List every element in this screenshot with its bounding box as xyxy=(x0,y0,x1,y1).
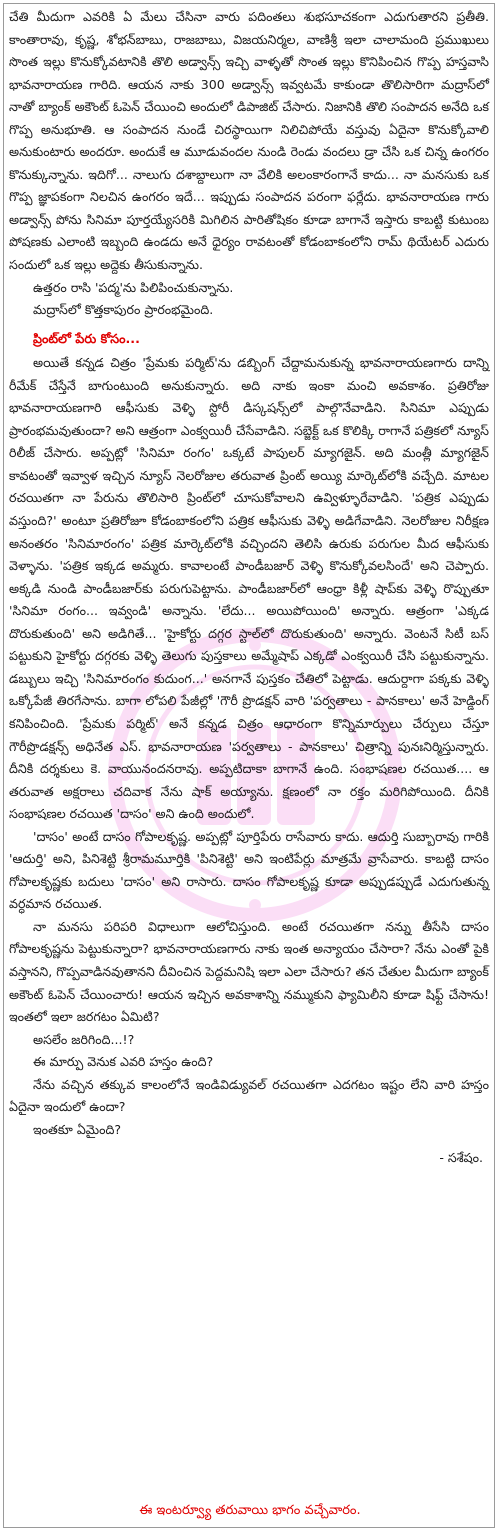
article-body xyxy=(9,6,489,1170)
next-week-note: ఈ ఇంటర్వ్యూ తరువాయి భాగం వచ్చేవారం. xyxy=(139,1503,361,1518)
article-paragraph: ఈ మార్పు వెనుక ఎవరి హస్తం ఉంది? xyxy=(33,1054,214,1070)
article-paragraph: ఇంతకూ ఏమైంది? xyxy=(33,1121,122,1137)
article-paragraph: చేతి మీదుగా ఎవరికి ఏ మేలు చేసినా వారు పదింతలు శుభసూచకంగా ఎదుగుతారని ప్రతీతి. కాంతారావు, కృష్ణ, శోభన్‌బాబు, రాజబాబు, విజయనిర్మల, వాణిశ్రీ ఇలా చాలామంది ప్రముఖులు సొంత ఇల్లు కొనుక్కోవటానికి తొలి అడ్వాన్స్ ఇచ్చి వాళ్ళతో సొంత ఇల్లు కొనిపించిన గొప్ప హస్తవాసి భావనారాయణ గారిది. ఆయన నాకు 300 అడ్వాన్స్ ఇవ్వటమే కాకుండా తొలిసారిగా మద్రాస్‌లో నాతో బ్యాంక్ అకౌంట్ ఓపెన్ చేయించి అందులో డిపాజిట్ చేసారు. నిజానికి తొలి సంపాదన అనేది ఒక గొప్ప అనుభూతి. ఆ సంపాదన నుండే చిరస్థాయిగా నిలిచిపోయే వస్తువు ఏదైనా కొనుక్కోవాలి అనుకుంటారు అందరూ. అందుకే ఆ మూడువందల నుండి రెండు వందలు డ్రా చేసి ఒక చిన్న ఉంగరం కొనుక్కున్నాను. ఇదిగో... నాలుగు దశాబ్దాలుగా నా వేలికి అలంకారంగానే కాదు... నా మనసుకు ఒక గొప్ప జ్ఞాపకంగా నిలచిన ఉంగరం ఇదే... ఇప్పుడు సంపాదన పరంగా ఫర్లేదు. భావనారాయణ గారు అడ్వాన్స్ పోను సినిమా పూర్తయ్యేసరికి మిగిలిన పారితోషికం కూడా బాగానే ఇస్తారు కాబట్టి కుటుంబ పోషణకు ఎలాంటి ఇబ్బంది ఉండదు అనే ధైర్యం రావటంతో కోడంబాకంలోని రామ్ థియేటర్ ఎదురు సందులో ఒక ఇల్లు అద్దెకు తీసుకున్నాను. xyxy=(9,9,489,273)
article-paragraph: ఉత్తరం రాసి 'పద్మ'ను పిలిపించుకున్నాను. xyxy=(33,279,234,295)
article-paragraph: అయితే కన్నడ చిత్రం 'ప్రేమకు పర్మిట్'ను డబ్బింగ్ చేద్దామనుకున్న భావనారాయణగారు దాన్ని రీమేక్ చేస్తేనే బాగుంటుంది అనుకున్నారు. అది నాకు ఇంకా మంచి అవకాశం. ప్రతిరోజు భావనారాయణగారి ఆఫీసుకు వెళ్ళి స్టోరీ డిస్కషన్స్‌లో పాల్గొనేవాడిని. సినిమా ఎప్పుడు ప్రారంభమవుతుందా? అని ఆత్రంగా ఎంక్వయిరీ చేసేవాడిని. సబ్జెక్ట్ ఒక కొలిక్కి రాగానే పత్రికలో న్యూస్ రిలీజ్ చేసారు. అప్పట్లో 'సినిమా రంగం' ఒక్కటే పాపులర్ మ్యాగజైన్. అది మంత్లీ మ్యాగజైన్ కావటంతో ఇవ్వాళ ఇచ్చిన న్యూస్ నెలరోజుల తరువాత ప్రింట్ అయ్యి మార్కెట్‌లోకి వచ్చేది. మాటల రచయితగా నా పేరును తొలిసారి ప్రింట్‌లో చూసుకోవాలని ఉవ్విళ్ళూరేవాడిని. 'పత్రిక ఎప్పుడు వస్తుంది?' అంటూ ప్రతిరోజూ కోడంబాకంలోని పత్రిక ఆఫీసుకు వెళ్ళి అడిగేవాడిని. నెలరోజుల నిరీక్షణ అనంతరం 'సినిమారంగం' పత్రిక మార్కెట్‌లోకి వచ్చిందని తెలిసి ఉరుకు పరుగుల మీద ఆఫీసుకు వెళ్ళాను. 'పత్రిక ఇక్కడ అమ్మరు. కావాలంటే పాండీబజార్ వెళ్ళి కొనుక్కోవలసిందే' అని చెప్పారు. అక్కడి నుండి పాండీబజార్‌కు పరుగుపెట్టాను. పాండీబజార్‌లో ఆంధ్రా కిళ్లీ షాప్‌కు వెళ్ళి రొప్పుతూ 'సినిమా రంగం... ఇవ్వండి' అన్నాను. 'లేదు... అయిపోయింది' అన్నారు. ఆత్రంగా 'ఎక్కడ దొరుకుతుంది' అని అడిగితే... 'హైకోర్టు దగ్గర స్టాల్‌లో దొరుకుతుంది' అన్నారు. వెంటనే సిటీ బస్ పట్టుకుని హైకోర్టు దగ్గరకు వెళ్ళి తెలుగు పుస్తకాలు అమ్మేషాప్ ఎక్కడో ఎంక్వయిరీ చేసి పట్టుకున్నాను. డబ్బులు ఇచ్చి 'సినిమారంగం కుదుంగ...' అనగానే పుస్తకం చేతిలో పెట్టాడు. ఆదుర్దాగా పక్కకు వెళ్ళి ఒక్కోపేజీ తిరగేసాను. బాగా లోపలి పేజీల్లో 'గౌరీ ప్రొడక్షన్ వారి 'పర్వతాలు - పానకాలు' అనే హెడ్డింగ్ కనిపించింది. 'ప్రేమకు పర్మిట్' అనే కన్నడ చిత్రం ఆధారంగా కొన్నిమార్పులు చేర్పులు చేస్తూ గౌరీప్రొడక్షన్స్ అధినేత ఎస్. భావనారాయణ 'పర్వతాలు - పానకాలు' చిత్రాన్ని పునఃనిర్మిస్తున్నారు. దీనికి దర్శకులు కె. వాయునందనరావు. అప్పటిదాకా బాగానే ఉంది. సంభాషణల రచయిత.... ఆ తరువాత అక్షరాలు చదివాక నేను షాక్ అయ్యాను. క్షణంలో నా రక్తం మరిగిపోయింది. దీనికి సంభాషణల రచయిత 'దాసం' అని ఉంది అందులో. xyxy=(9,355,489,822)
article-paragraph: అసలేం జరిగింది...!? xyxy=(33,1031,135,1047)
article-paragraph: నా మనసు పరిపరి విధాలుగా ఆలోచిస్తుంది. అంటే రచయితగా నన్ను తీసేసి దాసం గోపాలకృష్ణను పెట్టుకున్నారా? భావనారాయణగారు నాకు ఇంత అన్యాయం చేసారా? నేను ఎంతో పైకి వస్తానని, గొప్పవాడినవుతానని దీవించిన పెద్దమనిషి ఇలా ఎలా చేసారు? తన చేతుల మీదుగా బ్యాంక్ అకౌంట్ ఓపెన్ చేయించారు! ఆయన ఇచ్చిన అవకాశాన్ని నమ్ముకుని ఫ్యామిలీని కూడా షిఫ్ట్ చేసాను! ఇంతలో ఇలా జరగటం ఏమిటి? xyxy=(9,918,489,1025)
article-paragraph: 'దాసం' అంటే దాసం గోపాలకృష్ణ. అప్పట్లో పూర్తిపేరు రాసేవారు కాదు. ఆదుర్తి సుబ్బారావు గారికి 'ఆదుర్తి' అని, పినిశెట్టి శ్రీరామమూర్తికి 'పినిశెట్టి' అని ఇంటిపేర్లు మాత్రమే వ్రాసేవారు. కాబట్టి దాసం గోపాలకృష్ణకు బదులు 'దాసం' అని రాసారు. దాసం గోపాలకృష్ణ కూడా అప్పుడప్పుడే ఎదుగుతున్న వర్ధమాన రచయిత. xyxy=(9,828,489,912)
section-subheading: ప్రింట్‌లో పేరు కోసం... xyxy=(33,330,140,346)
article-paragraph: నేను వచ్చిన తక్కువ కాలంలోనే ఇండివిడ్యువల్ రచయితగా ఎదగటం ఇష్టం లేని వారి హస్తం ఏదైనా ఇందులో ఉందా? xyxy=(9,1076,489,1115)
continued-signoff: - సశేషం. xyxy=(439,1150,483,1166)
article-paragraph: మద్రాస్‌లో కొత్తకాపురం ప్రారంభమైంది. xyxy=(33,302,214,318)
